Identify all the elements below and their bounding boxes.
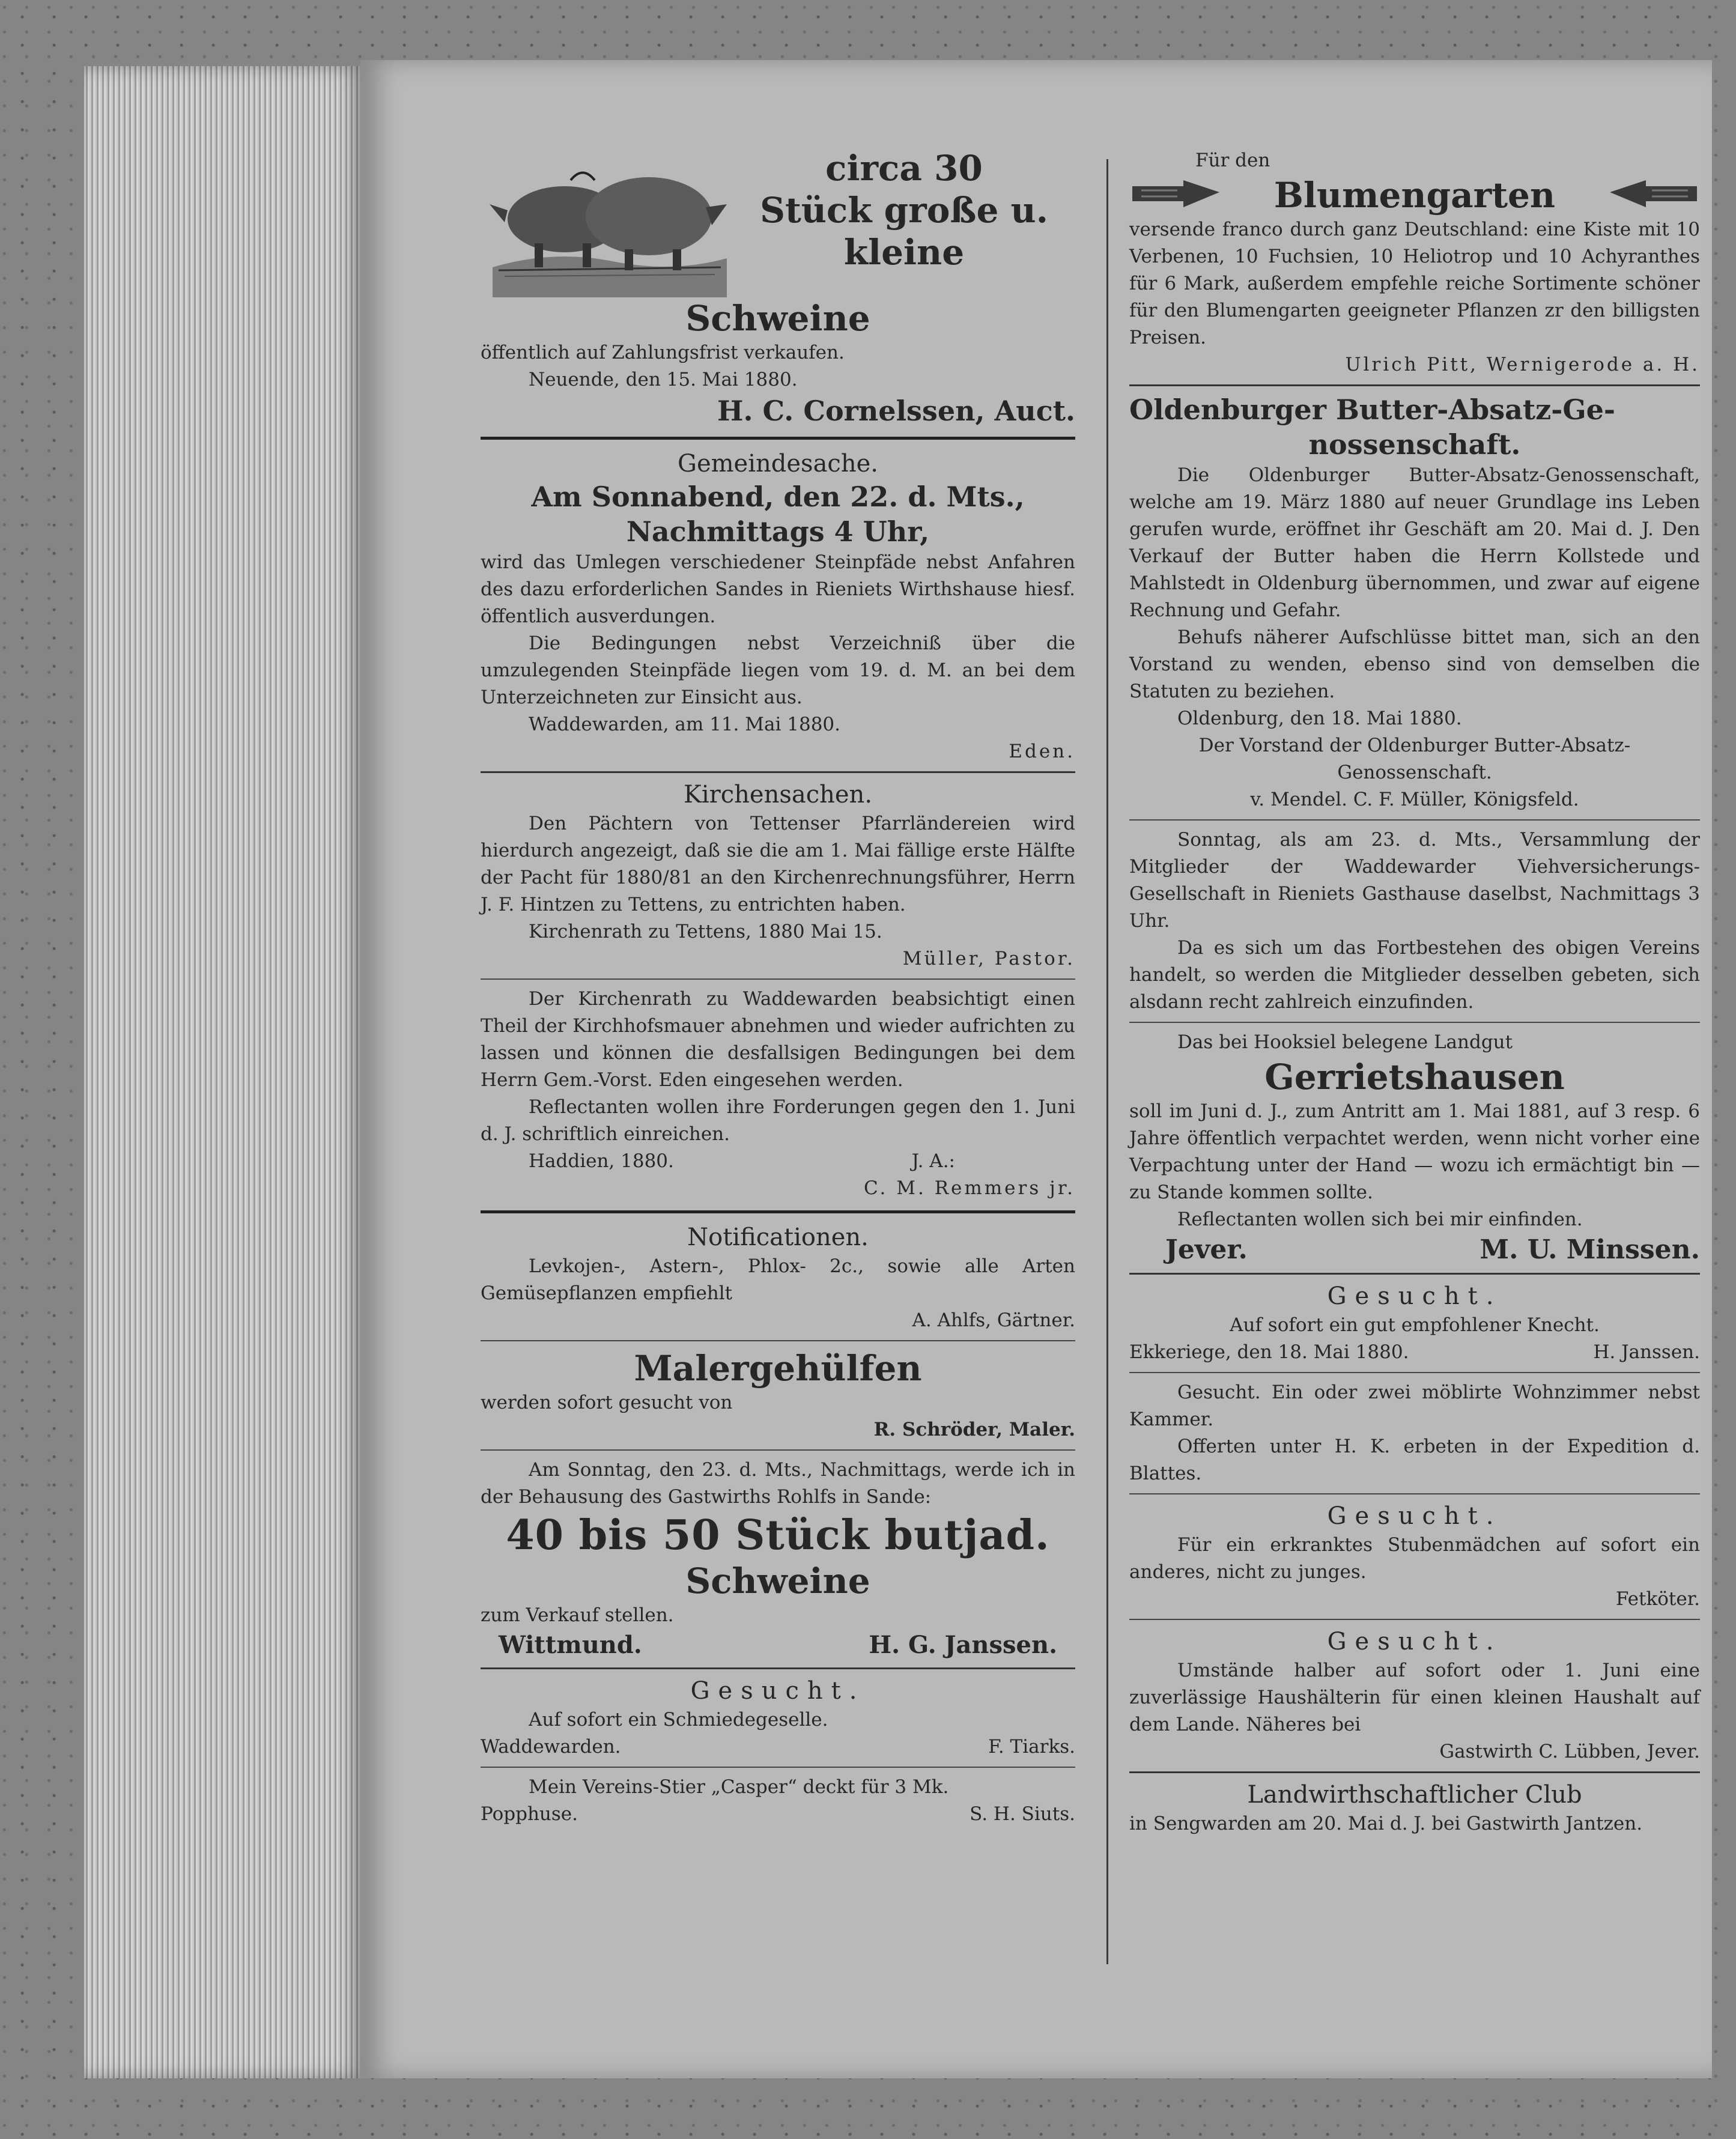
separator (481, 437, 1075, 440)
ad-gesucht-stubenmaedchen (1129, 1500, 1700, 1613)
zimmer-para2: Offerten unter H. K. erbeten in der Expedition d. Blattes. (1129, 1436, 1700, 1484)
separator (481, 1340, 1075, 1341)
ad-pigs-text1: öffentlich auf Zahlungsfrist verkaufen. (481, 342, 845, 363)
gesucht1-heading: Gesucht. (690, 1677, 866, 1705)
butjad-text1: zum Verkauf stellen. (481, 1604, 674, 1626)
blumen-pre: Für den (1195, 150, 1270, 171)
landgut-pre: Das bei Hooksiel belegene Landgut (1177, 1031, 1513, 1053)
ad-viehversicherung (1129, 827, 1700, 1016)
gemeinde-para2: Die Bedingungen nebst Verzeichniß über die umzulegenden Steinpfäde liegen vom 19. d. M. an bei dem Unterzeichneten zur Einsicht aus. (481, 633, 1075, 708)
butter-heading2: nossenschaft. (1308, 428, 1521, 461)
separator (481, 1210, 1075, 1213)
separator (481, 771, 1075, 773)
gemeinde-para1: wird das Umlegen verschiedener Steinpfäde nebst Anfahren des dazu erforderlichen Sandes in Rieniets Wirthshause hiesf. öffentlich ausverdungen. (481, 551, 1075, 627)
gesucht3-heading: Gesucht. (1327, 1502, 1502, 1530)
butter-place: Oldenburg, den 18. Mai 1880. (1177, 708, 1462, 729)
separator (1129, 1771, 1700, 1773)
butter-para2: Behufs näherer Aufschlüsse bittet man, sich an den Vorstand zu wenden, ebenso sind von demselben die Statuten zu beziehen. (1129, 627, 1700, 702)
ad-pigs-line2: Stück große u. (760, 190, 1048, 231)
notif-signature: A. Ahlfs, Gärtner. (912, 1309, 1075, 1331)
ad-pigs-text2: Neuende, den 15. Mai 1880. (529, 369, 798, 390)
pointing-hand-left-icon (1604, 174, 1700, 216)
kirchhof-para1: Der Kirchenrath zu Waddewarden beabsichtigt einen Theil der Kirchhofsmauer abnehmen und wieder aufrichten zu lassen und können die desfallsigen Bedingungen bei dem Herrn Gem.-Vorst. Eden eingesehen werden. (481, 988, 1075, 1091)
ad-butjad-pigs (481, 1457, 1075, 1661)
gesucht2-signature: H. Janssen. (1593, 1341, 1700, 1363)
separator (481, 1449, 1075, 1451)
butter-org2: Genossenschaft. (1337, 762, 1492, 783)
separator (1129, 384, 1700, 386)
vieh-para2: Da es sich um das Fortbestehen des obigen Vereins handelt, so werden die Mitglieder desselben gebeten, sich alsdann recht zahlreich einzufinden. (1129, 937, 1700, 1013)
notif-para1: Levkojen-, Astern-, Phlox- 2c., sowie alle Arten Gemüsepflanzen empfiehlt (481, 1255, 1075, 1304)
gesucht3-signature: Fetköter. (1615, 1588, 1700, 1610)
landgut-heading: Gerrietshausen (1264, 1057, 1565, 1097)
gesucht2-heading: Gesucht. (1327, 1282, 1502, 1310)
ad-kirchhofsmauer (481, 986, 1075, 1202)
gesucht3-para1: Für ein erkranktes Stubenmädchen auf sofort ein anderes, nicht zu junges. (1129, 1534, 1700, 1583)
ad-kirchensachen (481, 779, 1075, 972)
ad-landwirthschaftlicher-club (1129, 1779, 1700, 1837)
page-edges (84, 66, 366, 2078)
butter-signature: v. Mendel. C. F. Müller, Königsfeld. (1250, 789, 1579, 810)
butter-heading1: Oldenburger Butter-Absatz-Ge- (1129, 393, 1616, 426)
club-heading: Landwirthschaftlicher Club (1247, 1781, 1582, 1809)
separator (481, 978, 1075, 980)
kirchen-place: Kirchenrath zu Tettens, 1880 Mai 15. (529, 921, 882, 942)
butjad-para1: Am Sonntag, den 23. d. Mts., Nachmittags, werde ich in der Behausung des Gastwirths Rohlfs in Sande: (481, 1459, 1075, 1508)
maler-heading: Malergehülfen (634, 1348, 922, 1389)
stier-text1: Mein Vereins-Stier „Casper“ deckt für 3 Mk. (529, 1776, 949, 1798)
ad-gesucht-haushaelterin (1129, 1626, 1700, 1765)
gesucht1-place: Waddewarden. (481, 1736, 621, 1758)
ad-wohnzimmer (1129, 1379, 1700, 1487)
ad-notificationen (481, 1222, 1075, 1334)
gemeinde-signature: Eden. (1009, 741, 1075, 762)
landgut-signature: M. U. Minssen. (1480, 1234, 1700, 1265)
column-divider (1106, 159, 1108, 1964)
ad-gesucht-schmied (481, 1675, 1075, 1761)
gesucht1-signature: F. Tiarks. (988, 1736, 1075, 1758)
ad-pigs-sale (481, 147, 1075, 428)
right-column (1129, 147, 1700, 1837)
separator (1129, 1372, 1700, 1373)
landgut-para1: soll im Juni d. J., zum Antritt am 1. Mai 1881, auf 3 resp. 6 Jahre öffentlich verpachtet werden, wenn nicht vorher eine Verpachtung unter der Hand — wozu ich ermächtigt bin — zu Stande kommen sollte. (1129, 1100, 1700, 1203)
kirchhof-place: Haddien, 1880. (529, 1150, 674, 1172)
ad-butter-genossenschaft (1129, 392, 1700, 813)
left-column (481, 147, 1075, 1828)
butter-org1: Der Vorstand der Oldenburger Butter-Absatz- (1198, 735, 1631, 756)
separator (1129, 1493, 1700, 1494)
pig-illustration (481, 147, 733, 297)
gesucht4-signature: Gastwirth C. Lübben, Jever. (1439, 1741, 1700, 1762)
separator (1129, 1273, 1700, 1275)
butjad-line1: 40 bis 50 Stück butjad. (506, 1511, 1050, 1559)
gesucht2-text1: Auf sofort ein gut empfohlener Knecht. (1230, 1314, 1600, 1336)
ad-pigs-line3: kleine (843, 232, 965, 273)
ad-gemeindesache (481, 448, 1075, 765)
kirchhof-signature: C. M. Remmers jr. (863, 1177, 1075, 1199)
vieh-para1: Sonntag, als am 23. d. Mts., Versammlung der Mitglieder der Waddewarder Viehversicherungs-Gesellschaft in Rieniets Gasthause daselbst, Nachmittags 3 Uhr. (1129, 829, 1700, 932)
separator (1129, 1022, 1700, 1023)
kirchen-heading: Kirchensachen. (683, 781, 873, 809)
butjad-line2: Schweine (685, 1561, 870, 1601)
maler-signature: R. Schröder, Maler. (873, 1419, 1075, 1440)
gemeinde-place: Waddewarden, am 11. Mai 1880. (529, 714, 841, 735)
blumen-para1: versende franco durch ganz Deutschland: eine Kiste mit 10 Verbenen, 10 Fuchsien, 10 Heliotrop und 10 Achyranthes für 6 Mark, außerdem empfehle reiche Sortimente schöner für den Blumengarten geeigneter Pflanzen zr den billigsten Preisen. (1129, 219, 1700, 348)
ad-blumengarten (1129, 147, 1700, 378)
kirchen-signature: Müller, Pastor. (902, 948, 1075, 969)
notif-heading: Notificationen. (687, 1224, 869, 1251)
stier-signature: S. H. Siuts. (970, 1803, 1075, 1825)
gesucht4-heading: Gesucht. (1327, 1628, 1502, 1655)
landgut-para2: Reflectanten wollen sich bei mir einfinden. (1177, 1209, 1583, 1230)
stier-place: Popphuse. (481, 1803, 578, 1825)
ad-gerrietshausen (1129, 1029, 1700, 1267)
blumen-signature: Ulrich Pitt, Wernigerode a. H. (1345, 354, 1700, 375)
kirchhof-ia: J. A.: (911, 1150, 955, 1172)
club-para1: in Sengwarden am 20. Mai d. J. bei Gastwirth Jantzen. (1129, 1813, 1643, 1834)
gemeinde-line2: Nachmittags 4 Uhr, (626, 515, 930, 548)
separator (481, 1767, 1075, 1768)
pointing-hand-right-icon (1129, 174, 1225, 216)
ad-gesucht-knecht (1129, 1281, 1700, 1366)
separator (1129, 1619, 1700, 1620)
butter-para1: Die Oldenburger Butter-Absatz-Genossenschaft, welche am 19. März 1880 auf neuer Grundlage ins Leben gerufen wurde, eröffnet ihr Geschäft am 20. Mai d. J. Den Verkauf der Butter haben die Herrn Kollstede und Mahlstedt in Oldenburg übernommen, und zwar auf eigene Rechnung und Gefahr. (1129, 464, 1700, 621)
kirchhof-para2: Reflectanten wollen ihre Forderungen gegen den 1. Juni d. J. schriftlich einreichen. (481, 1096, 1075, 1145)
ad-malergehuelfen (481, 1347, 1075, 1443)
butjad-signature: H. G. Janssen. (869, 1631, 1057, 1659)
separator (1129, 819, 1700, 821)
gemeinde-line1: Am Sonnabend, den 22. d. Mts., (531, 481, 1025, 513)
ad-pigs-line1: circa 30 (825, 148, 983, 189)
zimmer-para1: Gesucht. Ein oder zwei möblirte Wohnzimmer nebst Kammer. (1129, 1382, 1700, 1430)
ad-pigs-signature: H. C. Cornelssen, Auct. (717, 395, 1075, 427)
maler-text1: werden sofort gesucht von (481, 1392, 733, 1413)
gesucht1-text1: Auf sofort ein Schmiedegeselle. (529, 1709, 828, 1731)
gesucht2-place: Ekkeriege, den 18. Mai 1880. (1129, 1341, 1409, 1363)
landgut-place: Jever. (1165, 1234, 1248, 1265)
ad-vereins-stier (481, 1774, 1075, 1828)
butjad-place: Wittmund. (499, 1631, 642, 1659)
gemeinde-heading: Gemeindesache. (678, 450, 878, 478)
separator (481, 1667, 1075, 1669)
kirchen-para1: Den Pächtern von Tettenser Pfarrländereien wird hierdurch angezeigt, daß sie die am 1. Mai fällige erste Hälfte der Pacht für 1880/81 an den Kirchenrechnungsführer, Herrn J. F. Hintzen zu Tettens, zu entrichten haben. (481, 813, 1075, 915)
gesucht4-para1: Umstände halber auf sofort oder 1. Juni eine zuverlässige Haushälterin für einen kleinen Haushalt auf dem Lande. Näheres bei (1129, 1660, 1700, 1735)
ad-pigs-line4: Schweine (685, 298, 870, 339)
blumen-heading: Blumengarten (1273, 175, 1556, 216)
